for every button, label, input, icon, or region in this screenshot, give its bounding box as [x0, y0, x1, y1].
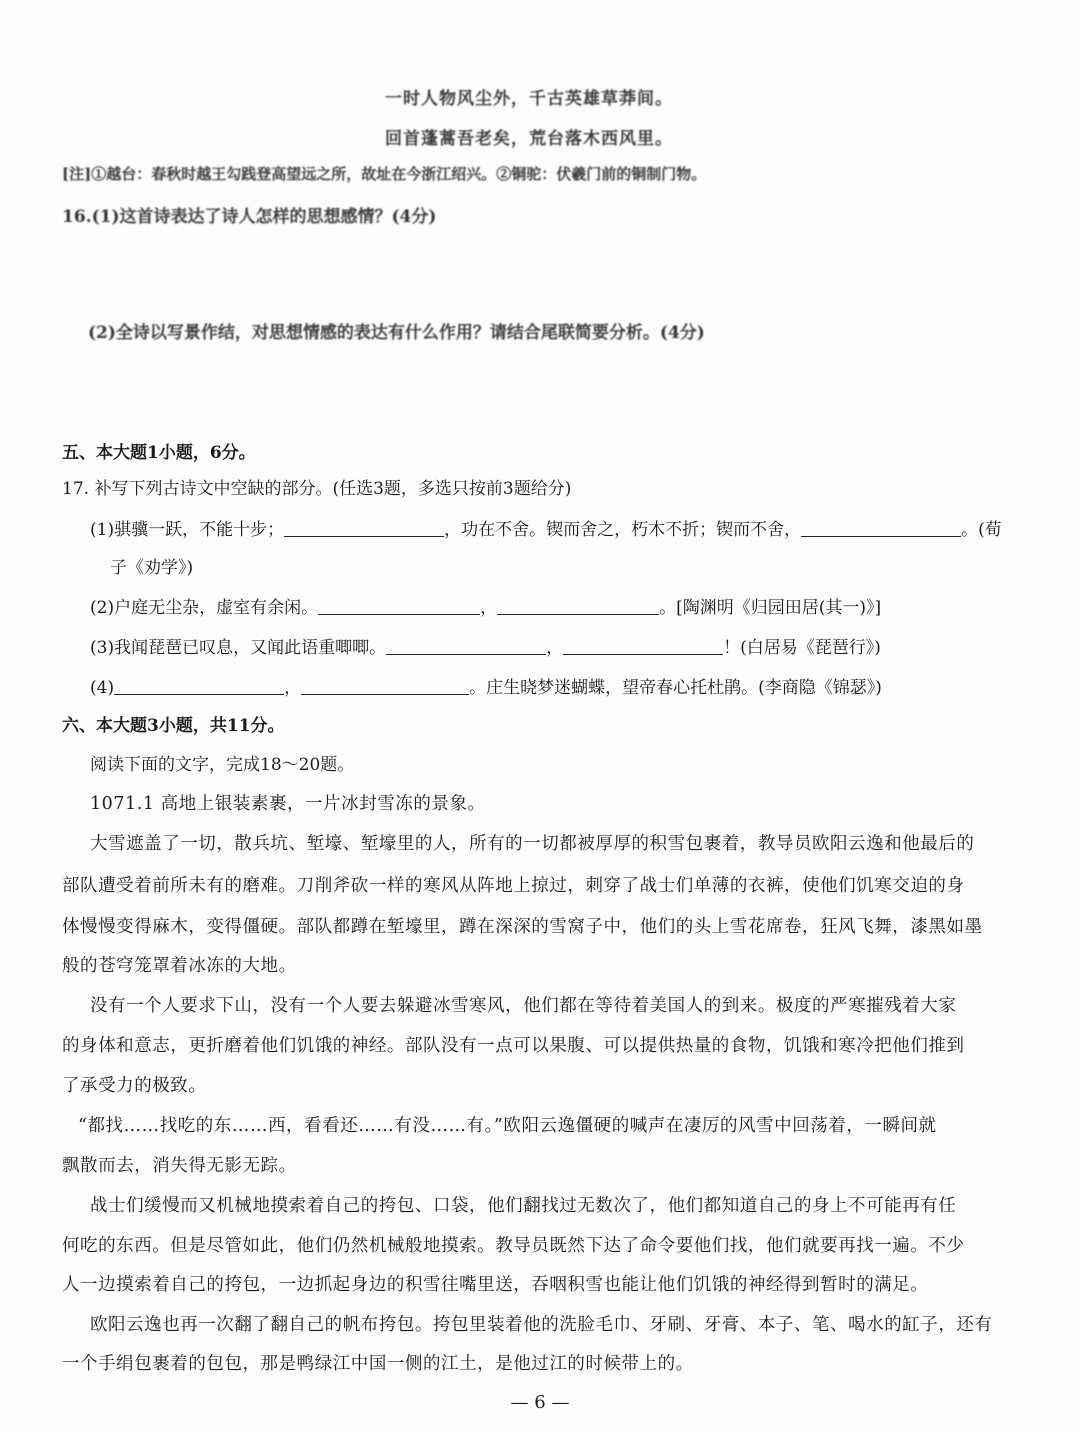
- passage-line: 一个手绢包裹着的包包，那是鸭绿江中国一侧的江土，是他过江的时候带上的。: [62, 1354, 694, 1374]
- answer-blank[interactable]: [301, 676, 469, 695]
- poem-annotation: [注]①越台：春秋时越王勾践登高望远之所，故址在今浙江绍兴。②铜驼：伏羲门前的铜制门物。: [62, 165, 707, 183]
- passage-line: 1071.1 高地上银装素裹，一片冰封雪冻的景象。: [90, 794, 486, 814]
- item-3-text-a: (3)我闻琵琶已叹息，又闻此语重唧唧。: [90, 638, 387, 658]
- section-5-heading: 五、本大题1小题，6分。: [62, 443, 256, 463]
- passage-line: 了承受力的极致。: [62, 1076, 207, 1096]
- item-4-text-b: ，: [284, 678, 302, 698]
- answer-blank[interactable]: [801, 518, 961, 537]
- question-17-item-1: [90, 515, 1002, 540]
- reading-instruction: 阅读下面的文字，完成18～20题。: [90, 755, 355, 775]
- answer-blank[interactable]: [386, 636, 546, 655]
- passage-line: 何吃的东西。但是尽管如此，他们仍然机械般地摸索。教导员既然下达了命令要他们找，他们就要再找一遍。不少: [62, 1236, 965, 1256]
- question-17-item-1-source: 子《劝学》): [110, 558, 194, 578]
- poem-line-2: 回首蓬蒿吾老矣，荒台落木西风里。: [385, 129, 673, 149]
- passage-line: 体慢慢变得麻木，变得僵硬。部队都蹲在堑壕里，蹲在深深的雪窝子中，他们的头上雪花席卷，狂风飞舞，漆黑如墨: [62, 917, 983, 937]
- passage-line: 的身体和意志，更折磨着他们饥饿的神经。部队没有一点可以果腹、可以提供热量的食物，饥饿和寒冷把他们推到: [62, 1036, 965, 1056]
- section-6-heading: 六、本大题3小题，共11分。: [62, 716, 285, 736]
- answer-blank[interactable]: [284, 518, 444, 537]
- answer-blank[interactable]: [497, 596, 659, 615]
- passage-line: 飘散而去，消失得无影无踪。: [62, 1156, 297, 1176]
- question-17-item-2: [90, 593, 881, 618]
- item-1-text-b: ，功在不舍。锲而舍之，朽木不折；锲而不舍，: [444, 520, 802, 540]
- question-17-item-3: [90, 633, 881, 658]
- passage-line: 战士们缓慢而又机械地摸索着自己的挎包、口袋，他们翻找过无数次了，他们都知道自己的身上不可能再有任: [90, 1196, 957, 1216]
- passage-line: 部队遭受着前所未有的磨难。刀削斧砍一样的寒风从阵地上掠过，刺穿了战士们单薄的衣裤，使他们饥寒交迫的身: [62, 876, 965, 896]
- item-2-text-c: 。[陶渊明《归园田居(其一)》]: [659, 598, 882, 618]
- answer-blank[interactable]: [318, 596, 480, 615]
- item-3-text-b: ，: [546, 638, 564, 658]
- item-1-text-c: 。(荀: [961, 520, 1002, 540]
- passage-line: 大雪遮盖了一切，散兵坑、堑壕、堑壕里的人，所有的一切都被厚厚的积雪包裹着，教导员欧阳云逸和他最后的: [90, 834, 975, 854]
- answer-blank[interactable]: [114, 676, 284, 695]
- question-16-part-2: (2)全诗以写景作结，对思想情感的表达有什么作用？请结合尾联简要分析。(4分): [88, 323, 705, 343]
- passage-line: 人一边摸索着自己的挎包，一边抓起身边的积雪往嘴里送，吞咽积雪也能让他们饥饿的神经得到暂时的满足。: [62, 1275, 929, 1295]
- item-2-text-a: (2)户庭无尘杂，虚室有余闲。: [90, 598, 319, 618]
- passage-line: 没有一个人要求下山，没有一个人要去躲避冰雪寒风，他们都在等待着美国人的到来。极度的严寒摧残着大家: [90, 996, 957, 1016]
- passage-line: 欧阳云逸也再一次翻了翻自己的帆布挎包。挎包里装着他的洗脸毛巾、牙刷、牙膏、本子、笔、喝水的缸子，还有: [90, 1315, 993, 1335]
- page-number: — 6 —: [510, 1392, 570, 1413]
- passage-line: 般的苍穹笼罩着冰冻的大地。: [62, 956, 297, 976]
- item-4-text-a: (4): [90, 678, 115, 698]
- passage-line: “都找……找吃的东……西，看看还……有没……有。”欧阳云逸僵硬的喊声在凄厉的风雪中回荡着，一瞬间就: [78, 1116, 937, 1136]
- poem-line-1: 一时人物风尘外，千古英雄草莽间。: [385, 89, 673, 109]
- question-17-stem: 17. 补写下列古诗文中空缺的部分。(任选3题，多选只按前3题给分): [62, 479, 572, 499]
- item-4-text-c: 。庄生晓梦迷蝴蝶，望帝春心托杜鹃。(李商隐《锦瑟》): [469, 678, 882, 698]
- item-3-text-c: ！(白居易《琵琶行》): [723, 638, 881, 658]
- item-2-text-b: ，: [480, 598, 498, 618]
- item-1-text-a: (1)骐骥一跃，不能十步；: [90, 520, 285, 540]
- answer-blank[interactable]: [563, 636, 723, 655]
- question-17-item-4: [90, 673, 882, 698]
- question-16-part-1: 16.(1)这首诗表达了诗人怎样的思想感情？(4分): [62, 207, 437, 227]
